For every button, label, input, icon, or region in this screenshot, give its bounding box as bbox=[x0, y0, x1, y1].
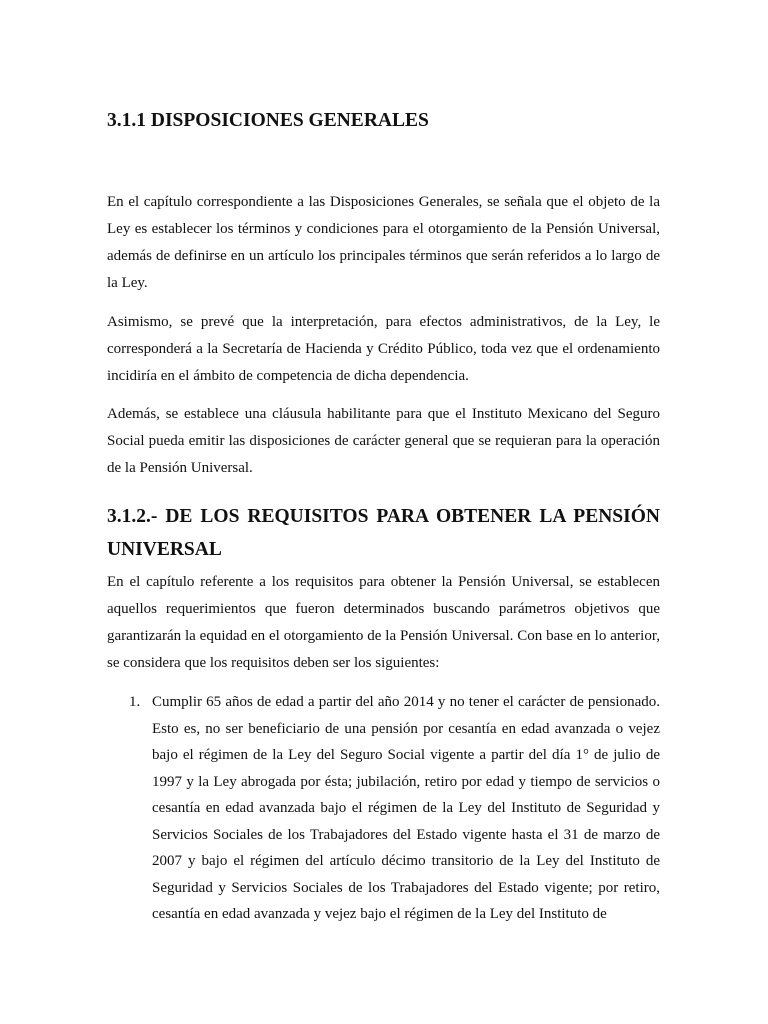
requirements-list bbox=[129, 689, 660, 928]
list-item bbox=[129, 689, 660, 928]
paragraph-clausula-habilitante: Además, se establece una cláusula habilitante para que el Instituto Mexicano del Seguro Social pueda emitir las disposiciones de carácter general que se requieran para la operación de la Pensión Universal. bbox=[107, 406, 660, 476]
section-heading-requisitos: 3.1.2.- DE LOS REQUISITOS PARA OBTENER LA PENSIÓN UNIVERSAL bbox=[107, 506, 660, 560]
list-item-text: Cumplir 65 años de edad a partir del año 2014 y no tener el carácter de pensionado. Esto es, no ser beneficiario de una pensión por cesantía en edad avanzada o vejez bajo el régimen de la Ley del Seguro Social vigente a partir del día 1° de julio de 1997 y la Ley abrogada por ésta; jubilación, retiro por edad y tiempo de servicios o cesantía en edad avanzada bajo el régimen de la Ley del Instituto de Seguridad y Servicios Sociales de los Trabajadores del Estado vigente hasta el 31 de marzo de 2007 y bajo el régimen del artículo décimo transitorio de la Ley del Instituto de Seguridad y Servicios Sociales de los Trabajadores del Estado vigente; por retiro, cesantía en edad avanzada y vejez bajo el régimen de la Ley del Instituto de bbox=[152, 694, 660, 922]
paragraph-interpretacion: Asimismo, se prevé que la interpretación, para efectos administrativos, de la Ley, le corresponderá a la Secretaría de Hacienda y Crédito Público, toda vez que el ordenamiento incidiría en el ámbito de competencia de dicha dependencia. bbox=[107, 314, 660, 384]
paragraph-requisitos-intro: En el capítulo referente a los requisitos para obtener la Pensión Universal, se establecen aquellos requerimientos que fueron determinados buscando parámetros objetivos que garantizarán la equidad en el otorgamiento de la Pensión Universal. Con base en lo anterior, se considera que los requisitos deben ser los siguientes: bbox=[107, 574, 660, 671]
list-item-number: 1. bbox=[129, 694, 141, 710]
paragraph-objeto-de-la-ley: En el capítulo correspondiente a las Disposiciones Generales, se señala que el objeto de la Ley es establecer los términos y condiciones para el otorgamiento de la Pensión Universal, además de definirse en un artículo los principales términos que serán referidos a lo largo de la Ley. bbox=[107, 194, 660, 291]
section-heading-disposiciones-generales: 3.1.1 DISPOSICIONES GENERALES bbox=[107, 110, 429, 131]
